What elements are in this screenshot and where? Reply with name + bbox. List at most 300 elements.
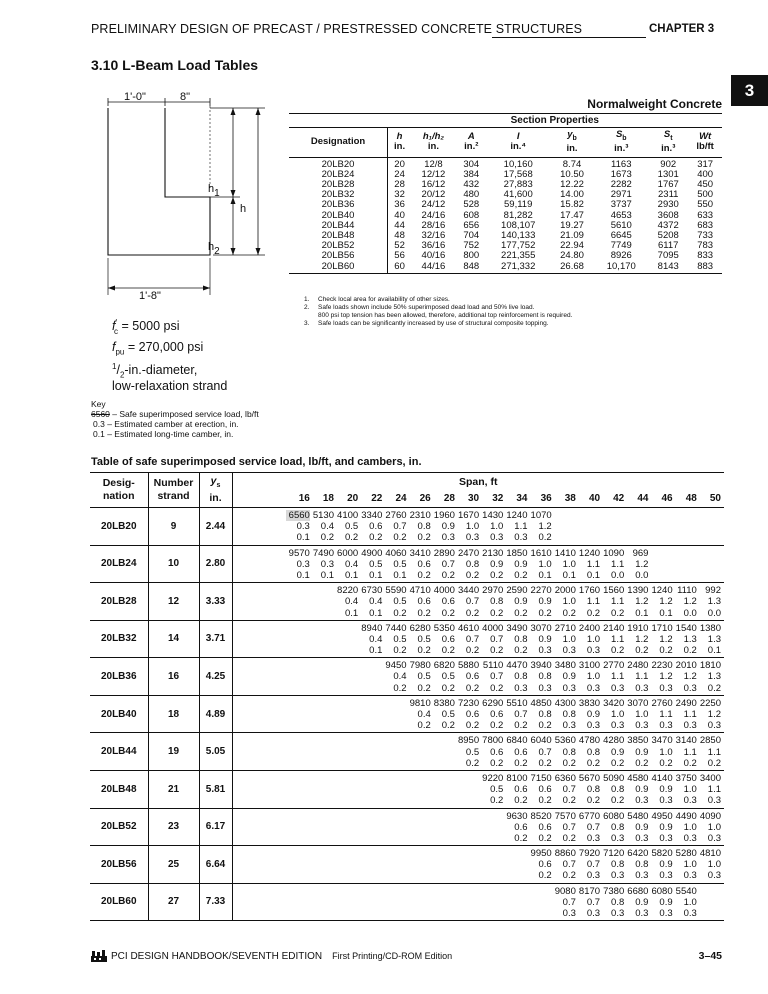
- props-cell: 40: [394, 209, 405, 221]
- props-cell: 833: [697, 250, 714, 262]
- row-values: [232, 883, 724, 921]
- props-cell: 16/12: [421, 178, 446, 190]
- row-strands: 12: [148, 583, 199, 621]
- fpu-property: $f_{pu} = 270,000$ psi: [112, 340, 204, 357]
- table-value: 1.2: [683, 671, 697, 683]
- key-legend: Key 6560 – Safe superimposed service load, lb/ft 0.3 – Estimated camber at erection, in. 0.1 – Estimated long-time camber, in.: [91, 399, 259, 439]
- section-properties-title: Section Properties: [388, 114, 722, 128]
- props-cell: 20LB20: [289, 157, 388, 170]
- table-value: 0.0: [707, 607, 721, 619]
- section-title: 3.10 L-Beam Load Tables: [91, 57, 259, 73]
- table-value: 5090: [603, 772, 625, 784]
- table-value: 0.6: [417, 596, 431, 608]
- props-cell: 2282: [610, 178, 632, 190]
- row-strands: 16: [148, 658, 199, 696]
- table-value: 0.9: [490, 558, 504, 570]
- table-value: 0.1: [344, 607, 359, 619]
- props-cell: 4372: [657, 219, 679, 231]
- camber-erection-line: [233, 747, 722, 758]
- table-value: 8380: [433, 697, 455, 709]
- props-cell: 10,170: [594, 262, 648, 274]
- props-cell: 384: [463, 168, 480, 180]
- table-value: 0.2: [514, 569, 528, 581]
- table-value: 3340: [361, 510, 383, 521]
- span-value: 50: [709, 493, 721, 504]
- table-value: 0.4: [417, 709, 431, 720]
- row-values: [232, 808, 724, 846]
- row-ys: 2.80: [199, 545, 232, 583]
- props-row: [289, 262, 722, 274]
- table-value: 5480: [627, 810, 649, 822]
- table-value: 0.2: [490, 682, 504, 694]
- props-cell: 108,107: [501, 219, 536, 231]
- props-cell: 20LB24: [289, 170, 388, 180]
- table-value: 1.0: [659, 746, 673, 758]
- props-cell: 8.74: [562, 158, 582, 170]
- table-value: 0.2: [514, 757, 528, 769]
- span-value: 32: [492, 493, 504, 504]
- row-values: [232, 770, 724, 808]
- table-value: 0.5: [465, 746, 480, 758]
- row-strands: 25: [148, 846, 199, 884]
- span-value: 26: [419, 493, 431, 504]
- table-value: 0.0: [611, 569, 625, 581]
- table-value: 1.1: [611, 671, 625, 683]
- table-value: 9810: [409, 697, 431, 709]
- table-value: 0.1: [369, 569, 383, 581]
- table-value: 0.3: [611, 870, 625, 882]
- props-row: [289, 200, 722, 210]
- table-value: 5360: [554, 735, 576, 747]
- table-value: 0.2: [683, 645, 697, 657]
- table-value: 0.2: [441, 682, 455, 694]
- load-line: [233, 510, 722, 521]
- row-designation: 20LB60: [90, 883, 148, 921]
- span-value: 30: [468, 493, 480, 504]
- table-value: 0.1: [635, 607, 649, 619]
- table-value: 0.2: [369, 532, 383, 544]
- props-cell: 633: [697, 209, 714, 221]
- table-value: 0.9: [611, 746, 625, 758]
- props-cell: 2930: [657, 199, 679, 211]
- table-value: 6080: [651, 885, 673, 897]
- span-value: 24: [395, 493, 407, 504]
- table-value: 0.3: [635, 908, 649, 919]
- table-value: 0.0: [635, 569, 649, 581]
- span-value: 48: [685, 493, 697, 504]
- table-value: 0.3: [707, 832, 721, 844]
- table-value: 1.1: [611, 558, 625, 570]
- table-value: 3440: [457, 585, 480, 597]
- table-value: 0.2: [490, 569, 504, 581]
- table-value: 0.9: [659, 896, 673, 908]
- table-value: 1380: [699, 622, 721, 634]
- note-line: 2. Safe loads shown include 50% superimposed dead load and 50% live load.: [304, 304, 535, 311]
- props-cell: 17,568: [503, 168, 533, 180]
- table-value: 1.0: [707, 821, 721, 833]
- table-value: 1.3: [707, 596, 721, 608]
- footer-title: PCI DESIGN HANDBOOK/SEVENTH EDITION: [111, 950, 323, 962]
- table-value: 0.6: [465, 709, 480, 720]
- table-value: 0.3: [320, 558, 334, 570]
- table-value: 2310: [409, 510, 431, 521]
- table-value: 0.2: [562, 757, 576, 769]
- row-ys: 7.33: [199, 883, 232, 921]
- table-value: 7800: [482, 735, 504, 747]
- table-value: 4610: [457, 622, 480, 634]
- table-value: 969: [632, 547, 649, 559]
- table-value: 1070: [530, 510, 552, 521]
- table-value: 0.7: [562, 896, 576, 908]
- table-value: 1240: [578, 547, 601, 559]
- row-designation: 20LB52: [90, 808, 148, 846]
- props-cell: 450: [697, 178, 714, 190]
- props-cell: 608: [463, 209, 480, 221]
- table-value: 3850: [627, 735, 649, 747]
- load-line: [233, 773, 722, 784]
- header-rule: [492, 37, 646, 38]
- props-cell: 883: [688, 262, 722, 274]
- table-value: 3480: [554, 660, 576, 672]
- table-value: 0.9: [441, 521, 455, 533]
- table-value: 0.5: [490, 784, 504, 796]
- table-value: 8520: [530, 810, 552, 822]
- table-value: 2270: [530, 585, 552, 597]
- row-designation: 20LB40: [90, 695, 148, 733]
- table-value: 1850: [506, 547, 528, 559]
- props-cell: 20LB52: [289, 241, 388, 251]
- table-value: 5130: [312, 510, 334, 521]
- table-value: 1.0: [611, 709, 625, 720]
- table-value: 0.4: [320, 521, 334, 533]
- table-value: 0.2: [538, 607, 552, 619]
- props-cell: 41,600: [503, 189, 533, 201]
- table-value: 0.6: [417, 558, 431, 570]
- table-value: 7230: [457, 697, 480, 709]
- props-cell: 500: [697, 189, 714, 201]
- table-value: 3490: [506, 622, 528, 634]
- span-value: 20: [347, 493, 359, 504]
- table-value: 0.1: [586, 569, 601, 581]
- table-value: 6280: [409, 622, 431, 634]
- row-designation: 20LB28: [90, 583, 148, 621]
- table-value: 0.3: [562, 720, 576, 732]
- concrete-type-label: Normalweight Concrete: [587, 97, 722, 111]
- table-value: 3070: [627, 697, 649, 709]
- table-value: 0.3: [683, 908, 697, 919]
- table-value: 1.2: [635, 558, 649, 570]
- table-value: 1.3: [683, 633, 697, 645]
- table-value: 0.8: [538, 709, 552, 720]
- table-value: 1.0: [635, 709, 649, 720]
- load-line: [233, 660, 722, 671]
- row-designation: 20LB32: [90, 620, 148, 658]
- row-values: [232, 508, 724, 546]
- props-cell: 3608: [657, 209, 679, 221]
- table-value: 2250: [699, 697, 721, 709]
- table-value: 0.7: [490, 633, 504, 645]
- table-value: 1.0: [683, 821, 697, 833]
- table-value: 0.3: [465, 532, 480, 544]
- table-value: 6560: [286, 510, 310, 521]
- table-value: 1.1: [611, 633, 625, 645]
- table-value: 0.8: [417, 521, 431, 533]
- load-line: [233, 848, 722, 859]
- table-value: 0.4: [369, 596, 383, 608]
- col-designation: Desig- nation: [90, 473, 148, 508]
- props-cell: 48: [394, 229, 405, 241]
- props-cell: 656: [463, 219, 480, 231]
- table-value: 6000: [337, 547, 359, 559]
- table-value: 1.1: [586, 558, 601, 570]
- row-ys: 4.89: [199, 695, 232, 733]
- key-camber-sample: 0.3: [93, 419, 105, 429]
- camber-long-line: [233, 758, 722, 769]
- table-value: 5880: [457, 660, 480, 672]
- span-value: 42: [613, 493, 625, 504]
- table-value: 0.8: [514, 671, 528, 683]
- table-value: 0.2: [514, 720, 528, 732]
- table-value: 1.2: [683, 596, 697, 608]
- table-value: 0.5: [441, 709, 455, 720]
- props-cell: 44: [394, 219, 405, 231]
- table-value: 1.3: [707, 633, 721, 645]
- props-cell: 20LB56: [289, 251, 388, 261]
- props-cell: 3737: [610, 199, 632, 211]
- table-value: 5350: [433, 622, 455, 634]
- props-cell: 20/12: [421, 189, 446, 201]
- span-value: 40: [588, 493, 601, 504]
- table-value: 0.6: [514, 784, 528, 796]
- table-value: 6730: [361, 585, 383, 597]
- table-value: 1430: [482, 510, 504, 521]
- table-value: 1710: [651, 622, 673, 634]
- props-cell: 733: [697, 229, 714, 241]
- props-cell: 60: [388, 262, 412, 274]
- table-value: 0.2: [393, 532, 407, 544]
- table-value: 0.8: [611, 896, 625, 908]
- table-value: 0.7: [586, 896, 601, 908]
- table-value: 0.7: [586, 821, 601, 833]
- table-value: 4490: [675, 810, 697, 822]
- table-value: 4780: [578, 735, 601, 747]
- props-cell: 177,752: [501, 240, 536, 252]
- table-value: 0.3: [611, 682, 625, 694]
- props-cell: 1163: [611, 158, 632, 170]
- table-value: 0.2: [490, 607, 504, 619]
- table-value: 4100: [337, 510, 359, 521]
- load-line: [233, 548, 722, 559]
- table-value: 7980: [409, 660, 431, 672]
- table-value: 0.5: [344, 521, 359, 533]
- chapter-tab: 3: [731, 75, 768, 106]
- table-value: 2770: [603, 660, 625, 672]
- dim-top-right: 8": [180, 91, 191, 103]
- row-strands: 18: [148, 695, 199, 733]
- props-cell: 304: [463, 158, 480, 170]
- table-value: 4000: [433, 585, 455, 597]
- row-designation: 20LB44: [90, 733, 148, 771]
- props-cell: 7749: [610, 240, 632, 252]
- props-cell: 36/16: [421, 240, 446, 252]
- table-value: 9630: [506, 810, 528, 822]
- table-value: 0.7: [465, 633, 480, 645]
- span-value: 38: [564, 493, 576, 504]
- load-row: [90, 733, 724, 771]
- span-value: 44: [637, 493, 649, 504]
- table-value: 0.2: [586, 757, 601, 769]
- table-value: 0.8: [611, 784, 625, 796]
- table-value: 0.2: [417, 532, 431, 544]
- table-value: 0.8: [490, 596, 504, 608]
- table-value: 5110: [482, 660, 504, 672]
- table-value: 0.3: [586, 832, 601, 844]
- running-header-title: PRELIMINARY DESIGN OF PRECAST / PRESTRESSED CONCRETE STRUCTURES: [91, 22, 583, 36]
- table-value: 1.2: [659, 671, 673, 683]
- table-value: 0.4: [344, 596, 359, 608]
- table-value: 0.2: [586, 795, 601, 807]
- props-cell: 528: [463, 199, 480, 211]
- span-value: 18: [322, 493, 334, 504]
- props-cell: 20LB44: [289, 221, 388, 231]
- table-value: 1560: [603, 585, 625, 597]
- table-value: 0.9: [514, 596, 528, 608]
- table-value: 0.3: [562, 645, 576, 657]
- row-designation: 20LB24: [90, 545, 148, 583]
- camber-long-line: [233, 570, 722, 581]
- table-value: 0.2: [586, 607, 601, 619]
- table-value: 2710: [554, 622, 576, 634]
- table-value: 0.2: [611, 795, 625, 807]
- table-value: 0.2: [538, 532, 552, 544]
- table-value: 2590: [506, 585, 528, 597]
- table-value: 0.8: [586, 784, 601, 796]
- table-value: 0.3: [611, 832, 625, 844]
- table-value: 0.7: [465, 596, 480, 608]
- table-value: 5510: [506, 697, 528, 709]
- table-value: 1.1: [707, 784, 721, 796]
- table-value: 3070: [530, 622, 552, 634]
- table-value: 1.0: [465, 521, 480, 533]
- table-value: 0.3: [611, 720, 625, 732]
- table-value: 0.5: [441, 671, 455, 683]
- load-line: [233, 698, 722, 709]
- table-value: 0.9: [586, 709, 601, 720]
- props-cell: 59,119: [504, 199, 533, 211]
- props-cell: 848: [456, 262, 487, 274]
- row-strands: 27: [148, 883, 199, 921]
- camber-long-line: [233, 833, 722, 844]
- table-value: 5540: [675, 885, 697, 897]
- load-table-title: Table of safe superimposed service load, lb/ft, and cambers, in.: [91, 456, 422, 468]
- props-cell: 704: [463, 229, 480, 241]
- props-cell: 40/16: [421, 250, 446, 262]
- row-values: [232, 846, 724, 884]
- table-value: 0.4: [393, 671, 407, 683]
- table-value: 0.3: [707, 870, 721, 882]
- table-value: 0.2: [393, 645, 407, 657]
- table-value: 0.2: [441, 720, 455, 732]
- table-value: 1960: [433, 510, 455, 521]
- table-value: 2000: [554, 585, 576, 597]
- table-value: 0.3: [635, 870, 649, 882]
- load-row: [90, 846, 724, 884]
- props-cell: 1767: [657, 178, 679, 190]
- table-value: 6840: [506, 735, 528, 747]
- load-line: [233, 811, 722, 822]
- row-designation: 20LB56: [90, 846, 148, 884]
- table-value: 0.5: [393, 596, 407, 608]
- table-value: 5590: [385, 585, 407, 597]
- props-cell: 81,282: [503, 209, 533, 221]
- props-cell: 683: [697, 219, 714, 231]
- load-row: [90, 545, 724, 583]
- table-value: 0.7: [562, 784, 576, 796]
- page-number: 3–45: [698, 950, 722, 962]
- table-value: 0.5: [393, 633, 407, 645]
- row-ys: 3.33: [199, 583, 232, 621]
- span-value: 34: [516, 493, 528, 504]
- load-row: [90, 620, 724, 658]
- table-value: 4090: [699, 810, 721, 822]
- section-notes: [304, 296, 572, 328]
- camber-long-line: [233, 870, 722, 881]
- props-cell: 21.09: [560, 229, 584, 241]
- props-row: [289, 157, 722, 170]
- row-strands: 9: [148, 508, 199, 546]
- table-value: 2230: [651, 660, 673, 672]
- table-value: 1.0: [683, 859, 697, 871]
- table-value: 6040: [530, 735, 552, 747]
- props-cell: 7095: [657, 250, 679, 262]
- table-value: 0.2: [320, 532, 334, 544]
- span-value: 46: [661, 493, 673, 504]
- table-value: 0.4: [369, 633, 383, 645]
- table-value: 0.5: [417, 671, 431, 683]
- load-row: [90, 508, 724, 546]
- table-value: 0.3: [562, 908, 576, 919]
- lbeam-section-diagram: [90, 90, 270, 305]
- row-ys: 6.64: [199, 846, 232, 884]
- table-value: 0.3: [514, 682, 528, 694]
- row-strands: 23: [148, 808, 199, 846]
- table-value: 0.7: [586, 859, 601, 871]
- props-cell: 52: [394, 240, 405, 252]
- table-value: 0.3: [659, 870, 673, 882]
- key-longcamber-sample: 0.1: [93, 429, 105, 439]
- table-value: 0.2: [683, 757, 697, 769]
- table-value: 1.0: [683, 784, 697, 796]
- table-value: 4580: [627, 772, 649, 784]
- row-ys: 4.25: [199, 658, 232, 696]
- table-value: 0.1: [707, 645, 721, 657]
- table-value: 2130: [482, 547, 504, 559]
- table-value: 0.1: [369, 607, 383, 619]
- table-value: 0.1: [344, 569, 359, 581]
- load-row: [90, 770, 724, 808]
- table-value: 0.3: [441, 532, 455, 544]
- table-value: 3410: [409, 547, 431, 559]
- props-cell: 400: [697, 168, 714, 180]
- table-value: 0.3: [659, 795, 673, 807]
- camber-long-line: [233, 645, 722, 656]
- table-value: 0.8: [562, 709, 576, 720]
- camber-erection-line: [233, 559, 722, 570]
- table-value: 0.1: [369, 645, 383, 657]
- note-line: 800 psi top tension has been allowed, therefore, additional top reinforcement is required.: [318, 312, 573, 319]
- props-col-header: I in.⁴: [487, 128, 550, 157]
- table-value: 0.2: [441, 645, 455, 657]
